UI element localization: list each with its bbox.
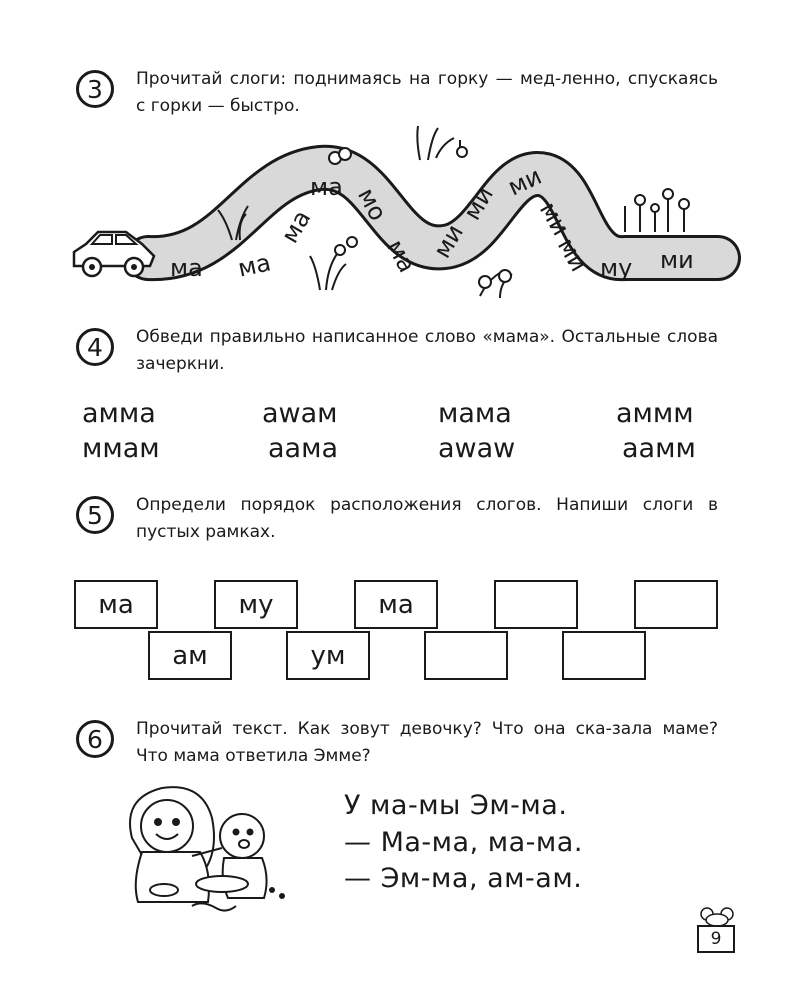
task-number-6: 6 <box>76 720 114 758</box>
story-line-3: — Эм-ма, ам-ам. <box>344 863 583 894</box>
story-line-2: — Ма-ма, ма-ма. <box>344 827 583 858</box>
syllable-2: ма <box>235 248 274 283</box>
word-row1-3[interactable]: мама <box>438 398 512 429</box>
syllable-4: ма <box>310 173 343 201</box>
story-line-1: У ма-мы Эм-ма. <box>344 790 568 821</box>
task6-instruction: Прочитай текст. Как зовут девочку? Что она ска-зала маме? Что мама ответила Эмме? <box>136 719 718 766</box>
syllable-6: ма <box>381 235 422 278</box>
word-row1-4[interactable]: аммм <box>616 398 694 429</box>
word-row2-1[interactable]: ммам <box>82 433 160 464</box>
syllable-5: мо <box>352 183 393 226</box>
syllable-10: ми <box>533 197 575 241</box>
syllable-box-top-3: ма <box>354 580 438 629</box>
syllable-1: ма <box>170 254 203 282</box>
syllable-box-top-5[interactable] <box>634 580 718 629</box>
word-row1-1[interactable]: амма <box>82 398 156 429</box>
task4-instruction: Обведи правильно написанное слово «мама». Остальные слова зачеркни. <box>136 327 718 374</box>
syllable-box-top-4[interactable] <box>494 580 578 629</box>
syllable-12: му <box>600 254 633 282</box>
syllable-box-top-1: ма <box>74 580 158 629</box>
syllable-8: ми <box>457 181 499 225</box>
word-row2-4[interactable]: аамм <box>622 433 696 464</box>
task5-instruction: Определи порядок расположения слогов. Напиши слоги в пустых рамках. <box>136 495 718 542</box>
word-row2-2[interactable]: аама <box>268 433 339 464</box>
task-number-4: 4 <box>76 328 114 366</box>
word-row2-3[interactable]: awaw <box>438 433 516 464</box>
syllable-11: ми <box>551 233 593 277</box>
syllable-box-bottom-4[interactable] <box>562 631 646 680</box>
task-number-5: 5 <box>76 496 114 534</box>
syllable-3: ма <box>275 205 317 248</box>
syllable-9: ми <box>503 161 546 202</box>
hill-road-illustration <box>0 0 800 320</box>
syllable-box-bottom-1: ам <box>148 631 232 680</box>
mother-and-girl-eating-illustration <box>112 778 312 918</box>
syllable-box-top-2: му <box>214 580 298 629</box>
syllable-13: ми <box>660 246 694 274</box>
page-number: 9 <box>697 925 735 953</box>
task-number-3: 3 <box>76 70 114 108</box>
word-row1-2[interactable]: awам <box>262 398 338 429</box>
mouse-icon <box>697 906 737 926</box>
syllable-box-bottom-2: ум <box>286 631 370 680</box>
syllable-7: ми <box>427 219 469 263</box>
syllable-box-bottom-3[interactable] <box>424 631 508 680</box>
task3-instruction: Прочитай слоги: поднимаясь на горку — мед-ленно, спускаясь с горки — быстро. <box>136 69 718 116</box>
